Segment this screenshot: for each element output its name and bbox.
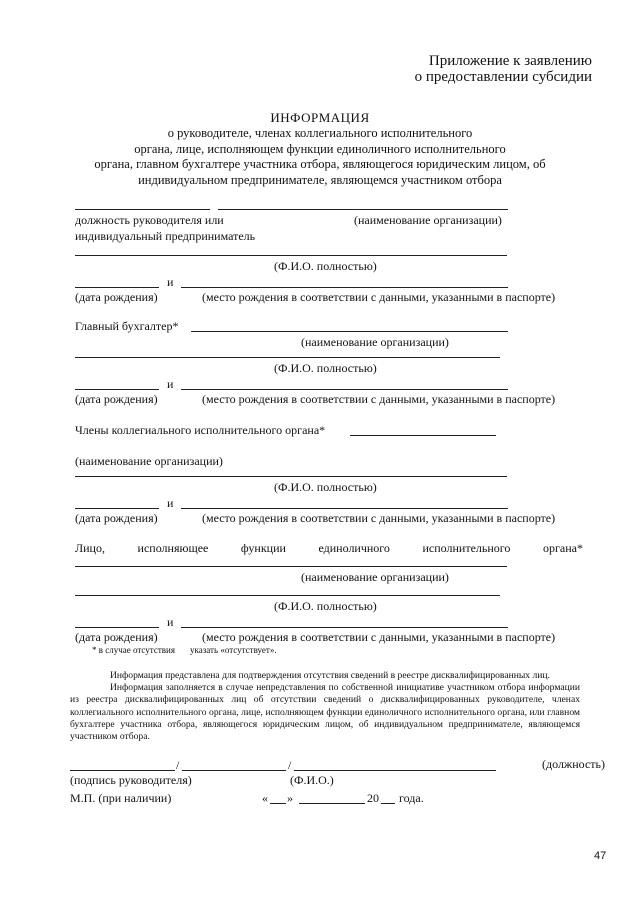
accountant-org-line[interactable] bbox=[191, 331, 508, 332]
page-number: 47 bbox=[594, 850, 607, 862]
board-and-label: и bbox=[167, 496, 174, 510]
intro-line-2: органа, лице, исполняющем функции единоличного исполнительного bbox=[134, 142, 506, 156]
head-birth-place-label: (место рождения в соответствии с данными, указанными в паспорте) bbox=[202, 290, 556, 304]
stamp-label: М.П. (при наличии) bbox=[70, 791, 172, 805]
org-name-label: (наименование организации) bbox=[354, 213, 502, 227]
sole-fio-line[interactable] bbox=[75, 595, 500, 596]
date-quote-close: » bbox=[287, 791, 293, 805]
sole-birth-place-line[interactable] bbox=[181, 627, 508, 628]
signature-slash-1: / bbox=[176, 758, 180, 772]
sole-org-label: (наименование организации) bbox=[301, 570, 449, 584]
position-signature-line[interactable] bbox=[294, 770, 496, 771]
head-and-label: и bbox=[167, 275, 174, 289]
sole-fio-label: (Ф.И.О. полностью) bbox=[274, 599, 377, 613]
head-birth-place-line[interactable] bbox=[181, 287, 508, 288]
board-org-label: (наименование организации) bbox=[75, 454, 223, 468]
org-name-field-line[interactable] bbox=[218, 209, 508, 210]
date-month-line[interactable] bbox=[299, 803, 365, 804]
board-birth-place-label: (место рождения в соответствии с данными, указанными в паспорте) bbox=[202, 511, 556, 525]
head-birth-date-line[interactable] bbox=[75, 287, 159, 288]
sole-executive-label bbox=[75, 542, 583, 554]
date-quote-open: « bbox=[262, 791, 268, 805]
appendix-line-2: о предоставлении субсидии bbox=[414, 69, 592, 85]
info-block bbox=[70, 670, 580, 743]
sole-birth-date-line[interactable] bbox=[75, 627, 159, 628]
date-day-line[interactable] bbox=[270, 803, 286, 804]
sole-word-6: органа* bbox=[542, 541, 583, 555]
sole-org-line[interactable] bbox=[75, 566, 507, 567]
accountant-birth-date-label: (дата рождения) bbox=[75, 392, 158, 406]
board-label: Члены коллегиального исполнительного органа* bbox=[75, 423, 326, 437]
board-birth-date-label: (дата рождения) bbox=[75, 511, 158, 525]
footnote-part-1: * в случае отсутствия bbox=[92, 645, 175, 655]
board-birth-place-line[interactable] bbox=[181, 508, 508, 509]
signature-line[interactable] bbox=[70, 770, 175, 771]
intro-line-4: индивидуальном предпринимателе, являющемся участником отбора bbox=[138, 173, 502, 187]
entrepreneur-label: индивидуальный предприниматель bbox=[75, 229, 256, 243]
document-title: ИНФОРМАЦИЯ bbox=[270, 110, 370, 125]
position-field-line[interactable] bbox=[75, 209, 210, 210]
signature-label: (подпись руководителя) bbox=[70, 773, 192, 787]
appendix-line-1: Приложение к заявлению bbox=[428, 53, 592, 69]
sole-birth-date-label: (дата рождения) bbox=[75, 630, 158, 644]
accountant-org-label: (наименование организации) bbox=[301, 335, 449, 349]
board-fio-label: (Ф.И.О. полностью) bbox=[274, 480, 377, 494]
signature-slash-2: / bbox=[288, 758, 292, 772]
board-field-line[interactable] bbox=[350, 435, 496, 436]
sole-and-label: и bbox=[167, 615, 174, 629]
accountant-and-label: и bbox=[167, 377, 174, 391]
accountant-birth-place-label: (место рождения в соответствии с данными, указанными в паспорте) bbox=[202, 392, 556, 406]
footnote-part-2: указать «отсутствует». bbox=[190, 645, 277, 655]
sole-word-3: функции bbox=[240, 541, 286, 555]
sole-birth-place-label: (место рождения в соответствии с данными, указанными в паспорте) bbox=[202, 630, 556, 644]
sole-word-5: исполнительного bbox=[422, 541, 511, 555]
sole-word-4: единоличного bbox=[318, 541, 390, 555]
head-fio-label: (Ф.И.О. полностью) bbox=[274, 259, 377, 273]
sole-word-2: исполняющее bbox=[137, 541, 209, 555]
date-year-prefix: 20 bbox=[367, 791, 379, 805]
intro-line-3: органа, главном бухгалтере участника отбора, являющегося юридическим лицом, об bbox=[94, 157, 546, 171]
info-paragraph-1: Информация представлена для подтверждения отсутствия сведений в реестре дисквалифицированных лиц. bbox=[110, 670, 550, 681]
intro-line-1: о руководителе, членах коллегиального исполнительного bbox=[167, 126, 473, 140]
head-birth-date-label: (дата рождения) bbox=[75, 290, 158, 304]
sole-word-1: Лицо, bbox=[75, 541, 105, 555]
accountant-birth-date-line[interactable] bbox=[75, 389, 159, 390]
accountant-birth-place-line[interactable] bbox=[181, 389, 508, 390]
board-org-line[interactable] bbox=[75, 476, 507, 477]
accountant-fio-line[interactable] bbox=[75, 357, 500, 358]
date-year-line[interactable] bbox=[381, 803, 395, 804]
info-paragraph-2: Информация заполняется в случае непредставления по собственной инициативе участником отбора информации из реестра дисквалифицированных лиц об отсутствии сведений о дисквалифицированных руководителе, членах коллегиального исполнительного органа, лице, исполняющем функции единоличного исполнительного органа, или главном бухгалтере участника отбора, являющегося юридическим лицом, об индивидуальном предпринимателе, являющемся участником отбора. bbox=[70, 682, 580, 743]
position-sig-label: (должность) bbox=[542, 757, 605, 771]
signature-fio-label: (Ф.И.О.) bbox=[290, 773, 334, 787]
board-birth-date-line[interactable] bbox=[75, 508, 159, 509]
accountant-fio-label: (Ф.И.О. полностью) bbox=[274, 361, 377, 375]
position-label: должность руководителя или bbox=[75, 213, 224, 227]
date-year-suffix: года. bbox=[399, 791, 424, 805]
accountant-label: Главный бухгалтер* bbox=[75, 319, 179, 333]
fio-signature-line[interactable] bbox=[182, 770, 286, 771]
head-fio-field-line[interactable] bbox=[75, 255, 507, 256]
